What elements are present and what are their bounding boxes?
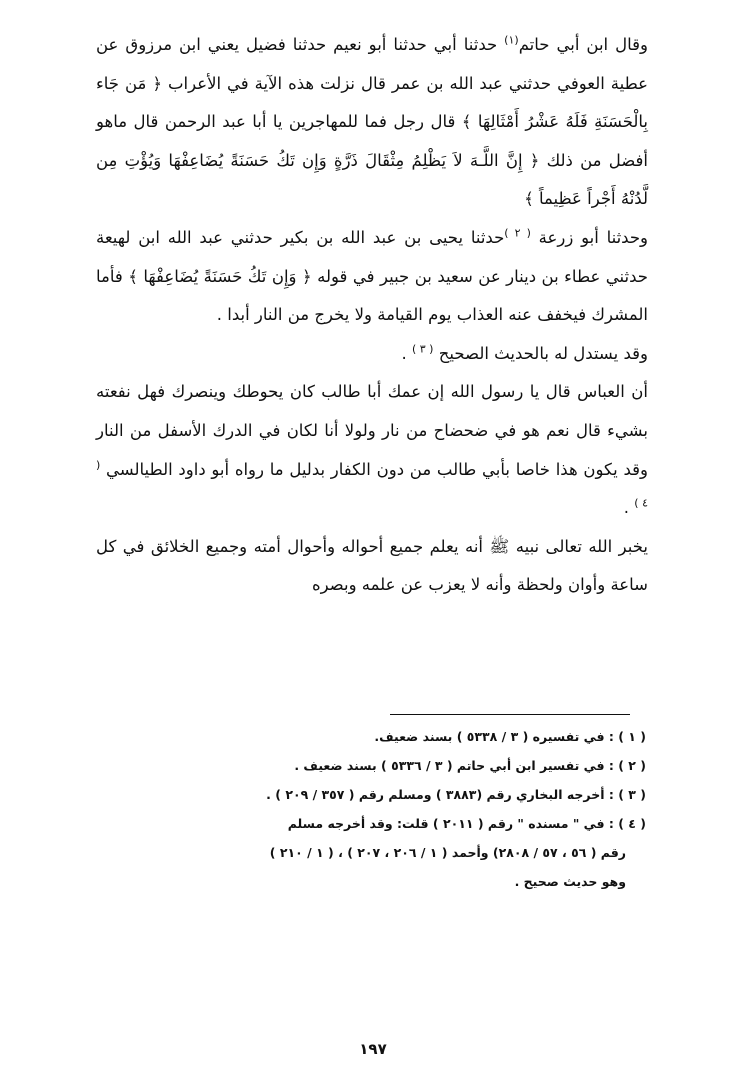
main-text — [96, 26, 648, 605]
paragraph-2 — [96, 219, 648, 335]
footnote-4-line-1: ( ٤ ) : في " مسنده " رقم ( ٢٠١١ ) قلت: وقد أخرجه مسلم — [287, 816, 646, 831]
footnote-ref-1[interactable]: (١) — [504, 33, 519, 47]
footnote-2: ( ٢ ) : في تفسير ابن أبي حاتم ( ٣ / ٥٣٣٦ ) بسند ضعيف . — [294, 758, 646, 773]
paragraph-3-text-b: . — [401, 343, 412, 363]
footnote-ref-4[interactable]: ( ٤ ) — [96, 458, 648, 510]
footnote-divider — [390, 714, 630, 715]
paragraph-1-text-b: حدثنا أبي حدثنا أبو نعيم حدثنا فضيل يعني ابن مرزوق عن عطية العوفي حدثني عبد الله بن عمر قال نزلت هذه الآية في الأعراب ﴿ مَن جَاء بِالْحَسَنَةِ فَلَهُ عَشْرُ أَمْثَالِهَا ﴾ قال رجل فما للمهاجرين يا أبا عبد الرحمن قال ماهو أفضل من ذلك ﴿ إِنَّ اللَّـهَ لاَ يَظْلِمُ مِثْقَالَ ذَرَّةٍ وَإِن تَكُ حَسَنَةً يُضَاعِفْهَا وَيُؤْتِ مِن لَّدُنْهُ أَجْراً عَظِيماً ﴾ — [96, 35, 648, 209]
footnotes — [160, 722, 646, 896]
paragraph-2-text-b: حدثنا يحيى بن عبد الله بن بكير حدثني عبد الله ابن لهيعة حدثني عطاء بن دينار عن سعيد بن جبير في قوله ﴿ وَإِن تَكُ حَسَنَةً يُضَاعِفْهَا ﴾ فأما المشرك فيخفف عنه العذاب يوم القيامة ولا يخرج من النار أبدا . — [96, 227, 648, 325]
footnote-ref-2[interactable]: ( ٢ ) — [504, 226, 531, 240]
footnote-3: ( ٣ ) : أخرجه البخاري رقم (٣٨٨٣ ) ومسلم رقم ( ٣٥٧ / ٢٠٩ ) . — [266, 787, 646, 802]
paragraph-4-text-a: أن العباس قال يا رسول الله إن عمك أبا طالب كان يحوطك وينصرك فهل نفعته بشيء قال نعم هو في ضحضاح من نار ولولا أنا لكان في الدرك الأسفل من النار وقد يكون هذا خاصا بأبي طالب من دون الكفار بدليل ما رواه أبو داود الطيالسي — [96, 382, 648, 479]
paragraph-5-text-a: يخبر الله تعالى نبيه ﷺ أنه يعلم جميع أحواله وأحوال أمته وجميع الخلائق في كل ساعة وأوان ولحظة وأنه لا يعزب عن علمه وبصره — [96, 536, 648, 595]
footnote-1: ( ١ ) : في تفسيره ( ٣ / ٥٣٣٨ ) بسند ضعيف. — [374, 729, 646, 744]
paragraph-3 — [96, 335, 648, 374]
page-number: ١٩٧ — [359, 1040, 387, 1058]
footnote-4-line-3: وهو حديث صحيح . — [514, 874, 626, 889]
paragraph-2-text-a: وحدثنا أبو زرعة — [538, 227, 648, 247]
footnote-ref-3[interactable]: ( ٣ ) — [411, 342, 434, 356]
paragraph-1 — [96, 26, 648, 219]
footnote-4-line-2: رقم ( ٥٦ ، ٥٧ / ٢٨٠٨) وأحمد ( ١ / ٢٠٦ ، ٢٠٧ ) ، ( ١ / ٢١٠ ) — [269, 845, 626, 860]
paragraph-4-text-b: . — [623, 498, 635, 518]
paragraph-5 — [96, 528, 648, 605]
paragraph-3-text-a: وقد يستدل له بالحديث الصحيح — [438, 343, 648, 363]
paragraph-4 — [96, 373, 648, 527]
paragraph-1-text-a: وقال ابن أبي حاتم — [518, 35, 648, 54]
